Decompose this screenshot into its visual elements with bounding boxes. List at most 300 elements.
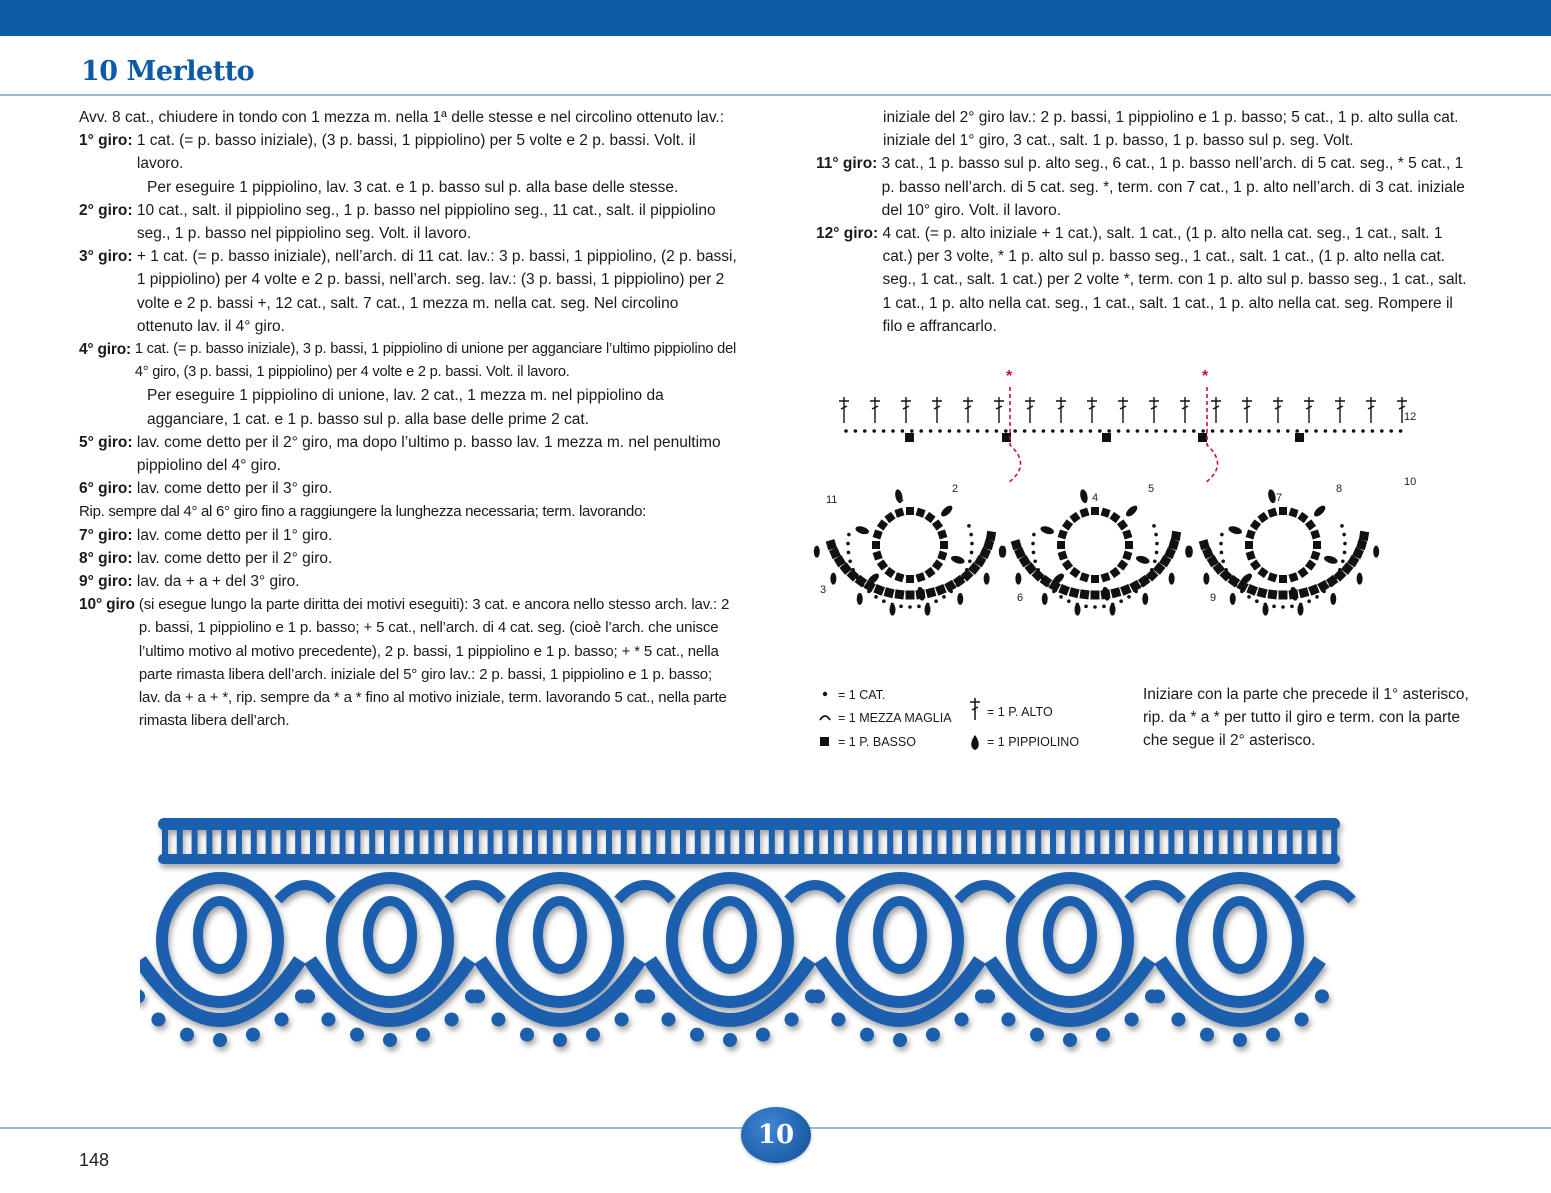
chain-dot [938, 429, 942, 433]
single-crochet-mark [1279, 575, 1287, 583]
chain-dot [1042, 429, 1046, 433]
chain-dot [966, 429, 970, 433]
double-crochet-mark [1025, 397, 1035, 423]
giro-label: 8° giro: [79, 549, 133, 567]
lace-picot [1200, 1028, 1214, 1042]
single-crochet-mark [1117, 519, 1128, 530]
giro-label: 4° giro: [79, 341, 131, 359]
lace-post [902, 824, 908, 860]
single-crochet-mark [884, 587, 895, 598]
lace-post [798, 824, 804, 860]
giro-11 [816, 152, 1471, 222]
lace-post [754, 824, 760, 860]
single-crochet-mark [906, 591, 915, 600]
single-crochet-mark [873, 550, 883, 560]
chain-dot [1295, 429, 1299, 433]
chain-dot [942, 595, 946, 599]
giro-text: 10 cat., salt. il pippiolino seg., 1 p. basso nel pippiolino seg., 11 cat., salt. il pippiolino seg., 1 p. basso nel pippiolino seg. Volt. il lavoro. [136, 201, 716, 243]
single-crochet-mark [1279, 507, 1287, 515]
lace-post [221, 824, 227, 860]
giro-text: (si esegue lungo la parte diritta dei motivi eseguiti): 3 cat. e ancora nello stesso arch. lav.: 2 p. bassi, 1 pippiolino e 1 p. basso; + 5 cat., nell’arch. di 4 cat. seg. (cioè l’arch. che unisce l’ultimo motivo al motivo precedente), 2 p. bassi, 1 pippiolino e 1 p. basso; + * 5 cat., nella parte rimasta libera dell’arch. iniziale del 5° giro lav.: 2 p. bassi, 1 pippiolino e 1 p. basso; lav. da + a + *, rip. sempre da * a * fino al motivo iniziale, term. lavorando 5 cat., nella parte rimasta libera dell’arch. [138, 596, 730, 730]
lace-picot [586, 1028, 600, 1042]
chain-dot [968, 559, 972, 563]
single-crochet-mark [877, 519, 888, 530]
lace-post [532, 824, 538, 860]
chain-dot [1220, 533, 1224, 537]
chain-dot [1219, 542, 1223, 546]
lace-picot [140, 989, 145, 1003]
single-crochet-mark [1057, 541, 1065, 549]
lace-post [813, 824, 819, 860]
lace-inner-loop [708, 901, 752, 969]
lace-picot [690, 1028, 704, 1042]
single-crochet-mark [1122, 550, 1132, 560]
single-crochet-mark [1091, 507, 1099, 515]
double-crochet-mark [1056, 397, 1066, 423]
single-crochet-mark [1288, 589, 1298, 599]
lace-post [1331, 824, 1337, 860]
giro-10 [79, 593, 737, 732]
lace-post [428, 824, 434, 860]
chain-dot [1013, 429, 1017, 433]
single-crochet-mark [873, 584, 885, 596]
lace-post [1080, 824, 1086, 860]
single-crochet-mark [1079, 572, 1089, 582]
intro-text: Avv. 8 cat., chiudere in tondo con 1 mezza m. nella 1ª delle stesse e nel circolino ottenuto lav.: [79, 109, 725, 126]
lace-post [1109, 824, 1115, 860]
picot-mark [1142, 593, 1148, 605]
single-crochet-mark [1062, 559, 1073, 570]
single-crochet-mark [1058, 584, 1070, 596]
chain-dot [1352, 429, 1356, 433]
single-crochet-mark [1305, 559, 1316, 570]
chain-dot [1341, 559, 1345, 563]
chain-dot [847, 533, 851, 537]
lace-post [843, 824, 849, 860]
lace-picot [350, 1028, 364, 1042]
chain-dot [1136, 429, 1140, 433]
lace-post [251, 824, 257, 860]
giro-text: 3 cat., 1 p. basso sul p. alto seg., 6 cat., 1 p. basso nell’arch. di 5 cat. seg., * 5 cat., 1 p. basso nell’arch. di 5 cat. seg. *, term. con 7 cat., 1 p. alto nell’arch. di 3 cat. iniziale del 10° giro. Volt. il lavoro. [881, 155, 1465, 219]
lace-picot [416, 1028, 430, 1042]
picot-mark [830, 573, 836, 585]
lace-post [724, 824, 730, 860]
giro-text: lav. come detto per il 3° giro. [136, 480, 333, 498]
single-crochet-mark [1257, 567, 1268, 578]
chain-dot [1004, 429, 1008, 433]
lace-post [1272, 824, 1278, 860]
chain-dot [1126, 429, 1130, 433]
row-label-4: 4 [1092, 492, 1099, 504]
chain-dot [1230, 429, 1234, 433]
chain-dot [1333, 429, 1337, 433]
single-crochet-mark [1288, 508, 1298, 518]
single-crochet-mark [1100, 572, 1110, 582]
chain-dot [1255, 599, 1259, 603]
picot-mark [984, 573, 990, 585]
chain-dot [995, 429, 999, 433]
picot-mark [1357, 573, 1363, 585]
chain-dot [1361, 429, 1365, 433]
chain-dot [882, 429, 886, 433]
single-crochet-mark [1110, 587, 1121, 598]
single-crochet-mark [1198, 433, 1207, 442]
lace-inner-loop [368, 901, 412, 969]
chain-dot [872, 429, 876, 433]
lace-inner-loop [1048, 901, 1092, 969]
chain-dot [1307, 599, 1311, 603]
picot-mark [1297, 604, 1303, 616]
double-crochet-mark [994, 397, 1004, 423]
single-crochet-mark [915, 508, 925, 518]
picot-mark [957, 593, 963, 605]
single-crochet-mark [1062, 519, 1073, 530]
row-label-8: 8 [1336, 483, 1343, 495]
lace-post [1035, 824, 1041, 860]
chain-dot [1060, 429, 1064, 433]
single-crochet-mark [1100, 508, 1110, 518]
chain-dot [1399, 429, 1403, 433]
lace-post [192, 824, 198, 860]
lace-post [695, 824, 701, 860]
lace-post [680, 824, 686, 860]
lace-band-edge [158, 854, 1340, 864]
lace-picot [1295, 1012, 1309, 1026]
giro-6 [79, 477, 737, 500]
lace-post [1228, 824, 1234, 860]
lace-post [399, 824, 405, 860]
double-crochet-mark [1366, 397, 1376, 423]
picot-mark [1135, 554, 1150, 565]
picot-icon [971, 735, 979, 750]
lace-picot [756, 1028, 770, 1042]
single-crochet-mark [1295, 433, 1304, 442]
diagram-note: Iniziare con la parte che precede il 1° asterisco, rip. da * a * per tutto il giro e term. con la parte che segue il 2° asterisco. [1143, 686, 1469, 750]
picot-mark [1230, 593, 1236, 605]
single-crochet-mark [894, 589, 904, 599]
lace-inner-loop [198, 901, 242, 969]
chain-dot [1154, 429, 1158, 433]
single-crochet-mark [1125, 541, 1133, 549]
single-crochet-icon [820, 737, 829, 746]
lace-post [1050, 824, 1056, 860]
chain-dot [1220, 551, 1224, 555]
single-crochet-mark [906, 575, 914, 583]
chain-dot [1277, 429, 1281, 433]
slip-stitch-icon [820, 716, 830, 720]
chain-dot [1023, 429, 1027, 433]
lace-post [1198, 824, 1204, 860]
lace-post [739, 824, 745, 860]
lace-picot [1233, 1033, 1247, 1047]
chain-dot [1107, 429, 1111, 433]
picot-mark [950, 554, 965, 565]
double-crochet-mark [1211, 397, 1221, 423]
single-crochet-mark [1305, 519, 1316, 530]
single-crochet-mark [935, 584, 947, 596]
lace-picot [491, 1012, 505, 1026]
lace-post [665, 824, 671, 860]
chain-dot [1119, 599, 1123, 603]
single-crochet-mark [1069, 512, 1080, 523]
chain-dot [1183, 429, 1187, 433]
giro-label: 6° giro: [79, 480, 133, 498]
chain-dot [1067, 599, 1071, 603]
single-crochet-mark [1171, 531, 1181, 541]
giro-3 [79, 245, 737, 338]
lace-post [1257, 824, 1263, 860]
page-number: 148 [79, 1150, 110, 1170]
lace-join-arch [618, 885, 672, 900]
lace-post [1242, 824, 1248, 860]
picot-mark [1187, 546, 1193, 558]
lace-picot [1266, 1028, 1280, 1042]
left-text-column [79, 106, 737, 732]
single-crochet-mark [915, 589, 925, 599]
lace-post [310, 824, 316, 860]
chain-dot [1343, 542, 1347, 546]
giro-label: 2° giro: [79, 201, 133, 219]
lace-picot [926, 1028, 940, 1042]
chain-dot [1127, 595, 1131, 599]
chain-dot [1248, 429, 1252, 433]
legend-cat: = 1 CAT. [838, 688, 886, 702]
chain-dot [1324, 429, 1328, 433]
right-text-column [816, 106, 1471, 338]
chain-dot [901, 429, 905, 433]
lace-picot [723, 1033, 737, 1047]
giro-text: lav. come detto per il 1° giro. [136, 526, 333, 544]
lace-post [1316, 824, 1322, 860]
chain-dot [1117, 429, 1121, 433]
picot-mark [1109, 604, 1115, 616]
picot-mark [924, 604, 930, 616]
legend-mezza: = 1 MEZZA MAGLIA [838, 711, 952, 725]
start-star: * [1006, 368, 1013, 385]
lace-post [1302, 824, 1308, 860]
lace-post [325, 824, 331, 860]
lace-post [784, 824, 790, 860]
chain-dot [1281, 605, 1285, 609]
giro-label: 1° giro: [79, 132, 133, 150]
single-crochet-mark [1313, 541, 1321, 549]
single-crochet-mark [1122, 529, 1132, 539]
picot-mark [1323, 554, 1338, 565]
single-crochet-mark [925, 587, 936, 598]
double-crochet-mark [1118, 397, 1128, 423]
lace-photo [140, 810, 1400, 1070]
giro-1 [79, 129, 737, 175]
giro-note: Per eseguire 1 pippiolino, lav. 3 cat. e 1 p. basso sul p. alla base delle stesse. [147, 178, 679, 196]
lace-post [1183, 824, 1189, 860]
lace-picot [553, 1033, 567, 1047]
chain-dot [1247, 595, 1251, 599]
single-crochet-mark [884, 512, 895, 523]
chain-dot [1153, 559, 1157, 563]
single-crochet-mark [1267, 572, 1277, 582]
single-crochet-mark [940, 541, 948, 549]
single-crochet-mark [1102, 433, 1111, 442]
lace-picot [445, 1012, 459, 1026]
lace-post [369, 824, 375, 860]
lace-join-arch [278, 885, 332, 900]
header-divider [0, 94, 1551, 96]
lace-picot [1001, 1012, 1015, 1026]
chain-dot [899, 605, 903, 609]
single-crochet-mark [1079, 508, 1089, 518]
single-crochet-mark [905, 433, 914, 442]
picot-mark [855, 525, 870, 536]
lace-picot [520, 1028, 534, 1042]
lace-post [473, 824, 479, 860]
lace-post [591, 824, 597, 860]
giro-label: 12° giro: [816, 225, 879, 243]
lace-post [710, 824, 716, 860]
lace-post [354, 824, 360, 860]
legend-pippiolino: = 1 PIPPIOLINO [987, 735, 1080, 749]
single-crochet-mark [1267, 589, 1277, 599]
single-crochet-mark [1079, 589, 1089, 599]
single-crochet-mark [894, 572, 904, 582]
lace-post [162, 824, 168, 860]
crochet-diagram [810, 365, 1450, 675]
single-crochet-mark [1246, 584, 1258, 596]
chain-dot [1315, 595, 1319, 599]
single-crochet-mark [877, 559, 888, 570]
lace-post [1213, 824, 1219, 860]
giro-text: lav. da + a + del 3° giro. [136, 573, 300, 591]
single-crochet-mark [1308, 584, 1320, 596]
lace-post [562, 824, 568, 860]
chain-dot [1032, 551, 1036, 555]
chain-dot [967, 524, 971, 528]
double-crochet-mark [1149, 397, 1159, 423]
chain-dot [891, 429, 895, 433]
double-crochet-mark [932, 397, 942, 423]
giro-text: lav. come detto per il 2° giro. [136, 549, 333, 567]
lace-join-arch [1298, 885, 1352, 900]
chain-dot [1239, 429, 1243, 433]
double-crochet-mark [1304, 397, 1314, 423]
lace-post [769, 824, 775, 860]
chain-dot [1155, 542, 1159, 546]
diagram-stars [1006, 368, 1209, 385]
lace-picot [1315, 989, 1329, 1003]
chain-dot [970, 542, 974, 546]
picot-mark [1040, 525, 1055, 536]
chain-dot [910, 429, 914, 433]
chain-dot [1305, 429, 1309, 433]
giro-2 [79, 199, 737, 245]
lace-post [946, 824, 952, 860]
single-crochet-mark [986, 531, 996, 541]
chain-dot [844, 429, 848, 433]
chain-dot [1258, 429, 1262, 433]
picot-mark [814, 546, 820, 558]
lace-picot [1030, 1028, 1044, 1042]
double-crochet-mark [1273, 397, 1283, 423]
lace-post [1168, 824, 1174, 860]
chain-dot [1221, 559, 1225, 563]
single-crochet-mark [924, 512, 935, 523]
chain-dot [847, 551, 851, 555]
giro-text: 1 cat. (= p. basso iniziale), (3 p. bassi, 1 pippiolino) per 5 volte e 2 p. bassi. Volt. il lavoro. [136, 132, 696, 173]
single-crochet-mark [937, 550, 947, 560]
lace-picot [831, 1012, 845, 1026]
lace-picot [151, 1012, 165, 1026]
giro-5 [79, 431, 737, 477]
giro-label: 3° giro: [79, 248, 133, 266]
chain-dot [919, 429, 923, 433]
lace-picot [321, 1012, 335, 1026]
chain-dot [934, 599, 938, 603]
single-crochet-mark [1069, 567, 1080, 578]
chain-dot [1089, 429, 1093, 433]
single-crochet-mark [1250, 519, 1261, 530]
lace-post [932, 824, 938, 860]
lace-picot [615, 1012, 629, 1026]
single-crochet-mark [1091, 591, 1100, 600]
single-crochet-mark [924, 567, 935, 578]
lace-post [606, 824, 612, 860]
chain-dot [1173, 429, 1177, 433]
giro-label: 5° giro: [79, 433, 133, 451]
lace-post [177, 824, 183, 860]
lace-top-edge [158, 818, 1340, 830]
chain-dot [1380, 429, 1384, 433]
lace-post [1154, 824, 1160, 860]
giro-9 [79, 570, 737, 593]
picot-mark [1330, 593, 1336, 605]
chain-dot [957, 429, 961, 433]
picot-mark [1079, 489, 1089, 504]
lace-post [1287, 824, 1293, 860]
picot-mark [1075, 604, 1081, 616]
lace-post [414, 824, 420, 860]
single-crochet-mark [1298, 587, 1309, 598]
single-crochet-mark [1297, 512, 1308, 523]
chain-dot [1155, 551, 1159, 555]
picot-mark [1228, 525, 1243, 536]
lace-picot [301, 989, 315, 1003]
picot-mark [999, 546, 1005, 558]
row-label-1: 1 [898, 492, 905, 504]
chain-dot [1059, 595, 1063, 599]
repeat-text: Rip. sempre dal 4° al 6° giro fino a raggiungere la lunghezza necessaria; term. lavorando: [79, 503, 646, 521]
chain-dot [970, 551, 974, 555]
lace-join-arch [958, 885, 1012, 900]
lace-inner-loop [538, 901, 582, 969]
single-crochet-mark [932, 519, 943, 530]
lace-post [1124, 824, 1130, 860]
chain-dot [1286, 429, 1290, 433]
single-crochet-mark [937, 529, 947, 539]
lace-post [1065, 824, 1071, 860]
chain-dot [1342, 533, 1346, 537]
double-crochet-mark [1087, 397, 1097, 423]
lace-picot [661, 1012, 675, 1026]
single-crochet-mark [1297, 567, 1308, 578]
single-crochet-mark [1246, 550, 1256, 560]
lace-picot [811, 989, 825, 1003]
chain-dot [1267, 429, 1271, 433]
lace-post [887, 824, 893, 860]
chain-dot [848, 559, 852, 563]
chain-dot [1272, 605, 1276, 609]
lace-inner-loop [878, 901, 922, 969]
chain-dot [1314, 429, 1318, 433]
chain-dot [1154, 533, 1158, 537]
